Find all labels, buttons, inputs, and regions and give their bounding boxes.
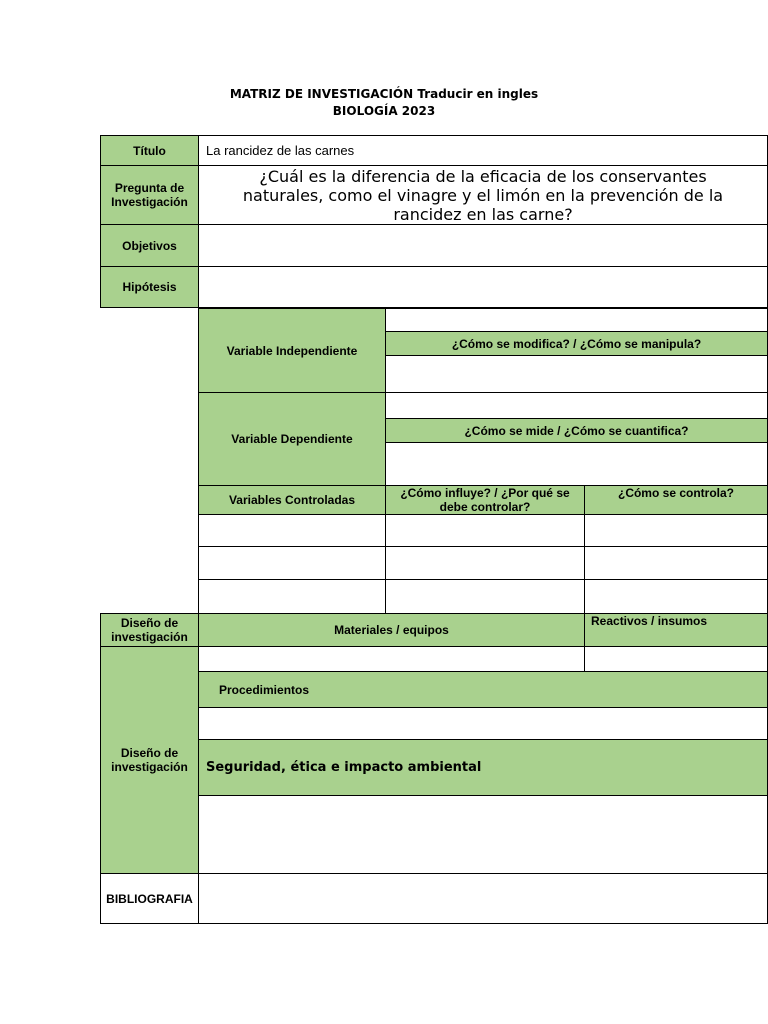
hipotesis-label: Hipótesis xyxy=(100,266,199,308)
titulo-value[interactable]: La rancidez de las carnes xyxy=(198,135,768,166)
pregunta-value[interactable]: ¿Cuál es la diferencia de la eficacia de los conservantes naturales, como el vinagre y el limón en la prevención de la rancidez en las carne? xyxy=(198,165,768,225)
dependiente-question: ¿Cómo se mide / ¿Cómo se cuantifica? xyxy=(385,418,768,443)
variable-independiente-label: Variable Independiente xyxy=(198,308,386,393)
seguridad-label: Seguridad, ética e impacto ambiental xyxy=(198,739,768,796)
materiales-label: Materiales / equipos xyxy=(198,613,585,647)
materiales-value[interactable] xyxy=(198,646,585,672)
pregunta-label: Pregunta de Investigación xyxy=(100,165,199,225)
controladas-cell[interactable] xyxy=(385,514,585,547)
reactivos-label: Reactivos / insumos xyxy=(584,613,768,647)
reactivos-value[interactable] xyxy=(584,646,768,672)
objetivos-value[interactable] xyxy=(198,224,768,267)
objetivos-label: Objetivos xyxy=(100,224,199,267)
diseno-label-1: Diseño de investigación xyxy=(100,613,199,647)
controladas-cell[interactable] xyxy=(584,546,768,580)
controladas-cell[interactable] xyxy=(584,514,768,547)
controladas-col-influye: ¿Cómo influye? / ¿Por qué se debe controlar? xyxy=(385,485,585,515)
variable-dependiente-label: Variable Dependiente xyxy=(198,392,386,486)
document-title: MATRIZ DE INVESTIGACIÓN Traducir en ingles xyxy=(229,87,539,101)
titulo-label: Título xyxy=(100,135,199,166)
bibliografia-label: BIBLIOGRAFIA xyxy=(100,873,199,924)
document-header xyxy=(0,86,768,120)
diseno-label-2: Diseño de investigación xyxy=(100,646,199,874)
procedimientos-value[interactable] xyxy=(198,707,768,740)
controladas-cell[interactable] xyxy=(385,579,585,614)
independiente-answer[interactable] xyxy=(385,355,768,393)
controladas-cell[interactable] xyxy=(198,579,386,614)
hipotesis-value[interactable] xyxy=(198,266,768,308)
controladas-col-controla: ¿Cómo se controla? xyxy=(584,485,768,515)
controladas-cell[interactable] xyxy=(385,546,585,580)
variable-independiente-value[interactable] xyxy=(385,308,768,332)
dependiente-answer[interactable] xyxy=(385,442,768,486)
variables-controladas-label: Variables Controladas xyxy=(198,485,386,515)
controladas-cell[interactable] xyxy=(584,579,768,614)
variable-dependiente-value[interactable] xyxy=(385,392,768,419)
procedimientos-label: Procedimientos xyxy=(198,671,768,708)
bibliografia-value[interactable] xyxy=(198,873,768,924)
seguridad-value[interactable] xyxy=(198,795,768,874)
controladas-cell[interactable] xyxy=(198,546,386,580)
controladas-cell[interactable] xyxy=(198,514,386,547)
document-subtitle: BIOLOGÍA 2023 xyxy=(332,104,436,118)
independiente-question: ¿Cómo se modifica? / ¿Cómo se manipula? xyxy=(385,331,768,356)
